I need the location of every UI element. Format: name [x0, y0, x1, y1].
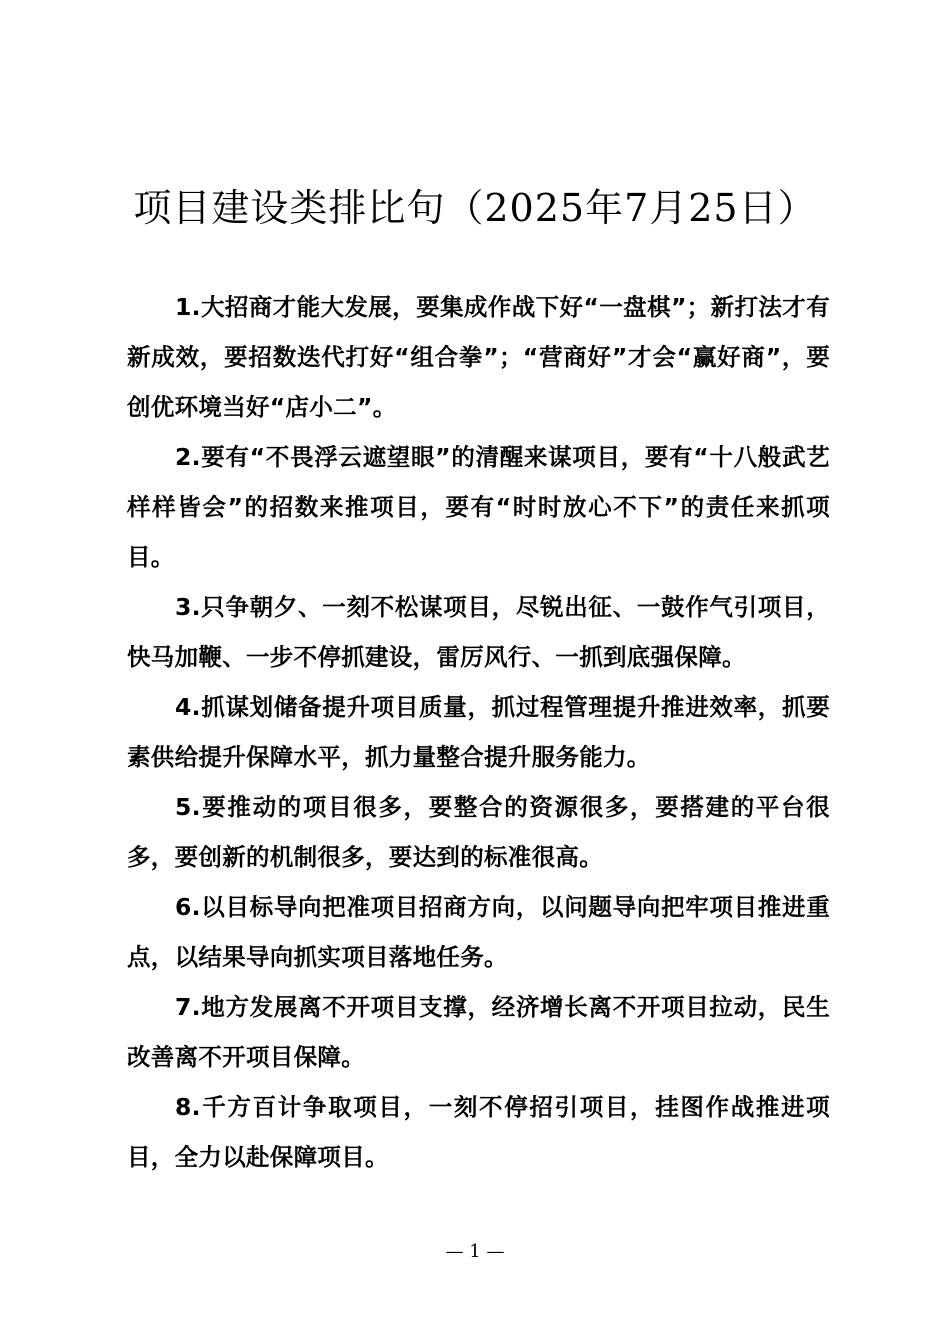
paragraph-8: 8.千方百计争取项目，一刻不停招引项目，挂图作战推进项目，全力以赴保障项目。 [127, 1093, 830, 1171]
paragraph-3: 3.只争朝夕、一刻不松谋项目，尽锐出征、一鼓作气引项目，快马加鞭、一步不停抓建设，雷厉风行、一抓到底强保障。 [127, 593, 830, 671]
document-title: 项目建设类排比句（2025年7月25日） [133, 186, 817, 230]
paragraph-1: 1.大招商才能大发展，要集成作战下好“一盘棋”；新打法才有新成效，要招数迭代打好“组合拳”；“营商好”才会“赢好商”，要创优环境当好“店小二”。 [127, 293, 830, 421]
paragraph-2: 2.要有“不畏浮云遮望眼”的清醒来谋项目，要有“十八般武艺样样皆会”的招数来推项目，要有“时时放心不下”的责任来抓项目。 [127, 443, 830, 571]
page-number: — 1 — [445, 1241, 505, 1262]
document-body [127, 282, 830, 1182]
paragraph-5: 5.要推动的项目很多，要整合的资源很多，要搭建的平台很多，要创新的机制很多，要达到的标准很高。 [127, 793, 830, 871]
paragraph-7: 7.地方发展离不开项目支撑，经济增长离不开项目拉动，民生改善离不开项目保障。 [127, 993, 830, 1071]
paragraph-4: 4.抓谋划储备提升项目质量，抓过程管理提升推进效率，抓要素供给提升保障水平，抓力量整合提升服务能力。 [127, 693, 830, 771]
paragraph-6: 6.以目标导向把准项目招商方向，以问题导向把牢项目推进重点，以结果导向抓实项目落地任务。 [127, 893, 830, 971]
